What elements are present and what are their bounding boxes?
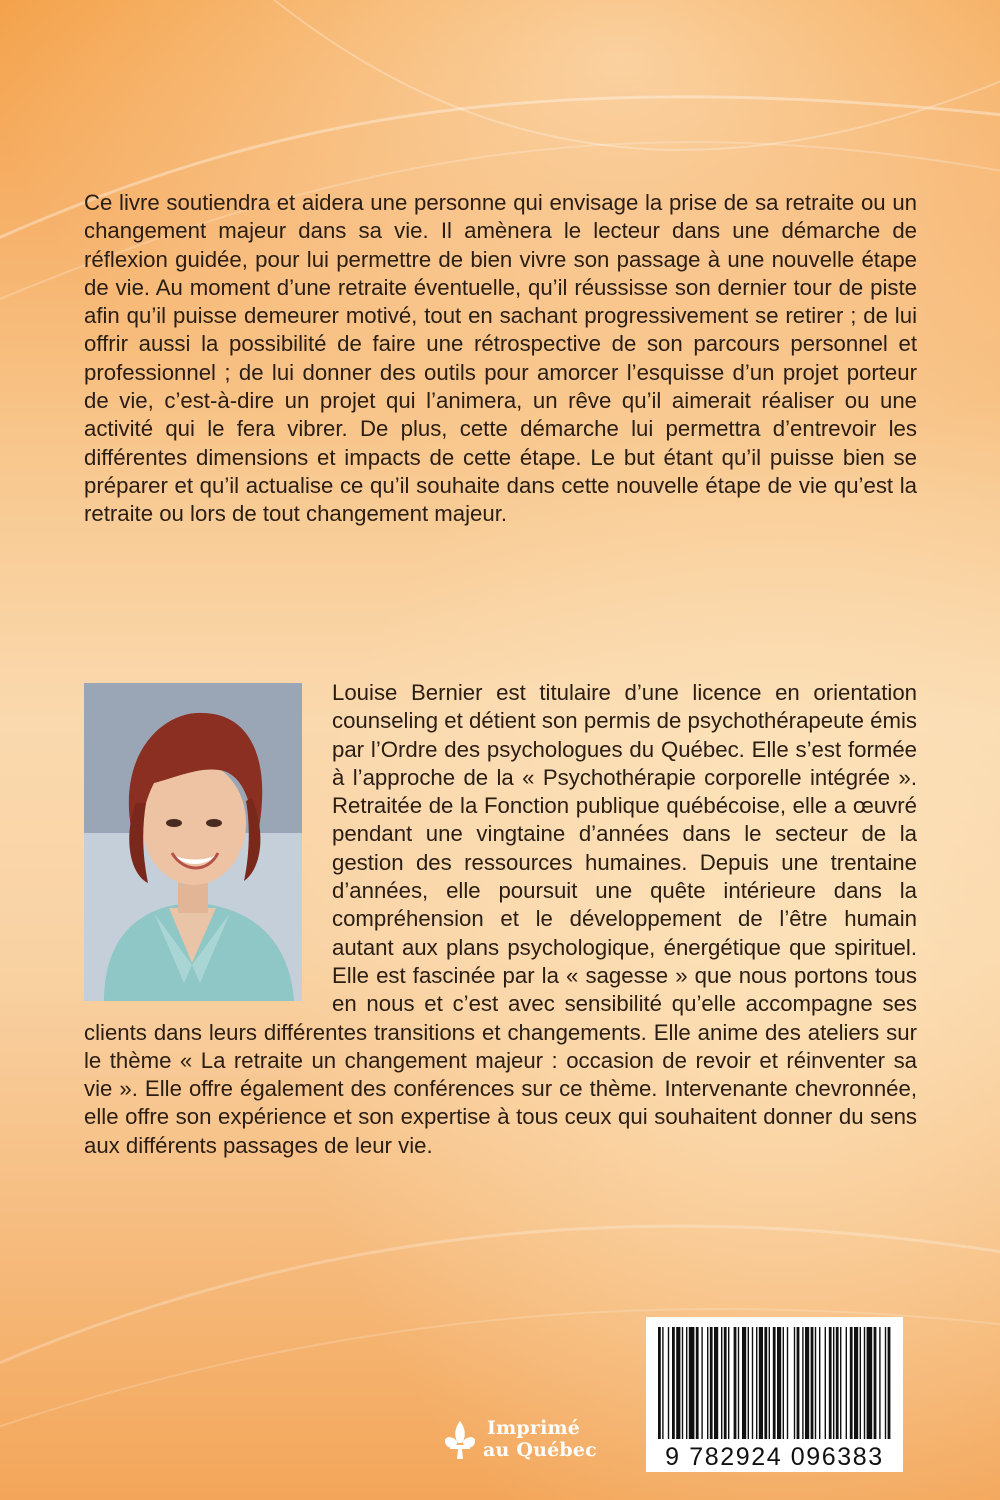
fleur-de-lis-icon <box>443 1419 477 1463</box>
logo-line-2: au Québec <box>483 1439 597 1461</box>
printed-in-quebec-logo <box>443 1411 623 1467</box>
author-bio: Louise Bernier est titulaire d’une licence en orientation counseling et détient son permis de psychothérapeute émis par l’Ordre des psychologues du Québec. Elle s’est formée à l’approche de la « Psychothérapie corporelle intégrée ». Retraitée de la Fonction publique québécoise, elle a œuvré pendant une vingtaine d’années dans le secteur de la gestion des ressources humaines. Depuis une trentaine d’années, elle poursuit une quête intérieure dans la compréhension et le développement de l’être humain autant aux plans psychologique, énergétique que spirituel. Elle est fascinée par la « sagesse » que nous portons tous en nous et c’est avec sensibilité qu’elle accompagne ses clients dans leurs différentes transitions et changements. Elle anime des ateliers sur le thème « La retraite un changement majeur : occasion de revoir et réinventer sa vie ». Elle offre également des conférences sur ce thème. Intervenante chevronnée, elle offre son expérience et son expertise à tous ceux qui souhaitent donner du sens aux différents passages de leur vie. <box>84 680 917 1158</box>
isbn-digits: 9 782924 096383 <box>665 1443 884 1471</box>
logo-line-1: Imprimé <box>487 1417 581 1439</box>
barcode-bars <box>658 1327 891 1439</box>
author-section <box>84 679 917 1160</box>
isbn-barcode <box>646 1317 903 1472</box>
author-photo <box>84 683 302 1001</box>
book-description: Ce livre soutiendra et aidera une personne qui envisage la prise de sa retraite ou un changement majeur dans sa vie. Il amènera le lecteur dans une démarche de réflexion guidée, pour lui permettre de bien vivre son passage à une nouvelle étape de vie. Au moment d’une retraite éventuelle, qu’il réussisse son dernier tour de piste afin qu’il puisse demeurer motivé, tout en sachant progressivement se retirer ; de lui offrir aussi la possibilité de faire une rétrospective de son parcours personnel et professionnel ; de lui donner des outils pour amorcer l’esquisse d’un projet porteur de vie, c’est-à-dire un projet qui l’animera, un rêve qu’il aimerait réaliser ou une activité qui le fera vibrer. De plus, cette démarche lui permettra d’entrevoir les différentes dimensions et impacts de cette étape. Le but étant qu’il puisse bien se préparer et qu’il actualise ce qu’il souhaite dans cette nouvelle étape de vie qu’est la retraite ou lors de tout changement majeur. <box>84 190 917 527</box>
